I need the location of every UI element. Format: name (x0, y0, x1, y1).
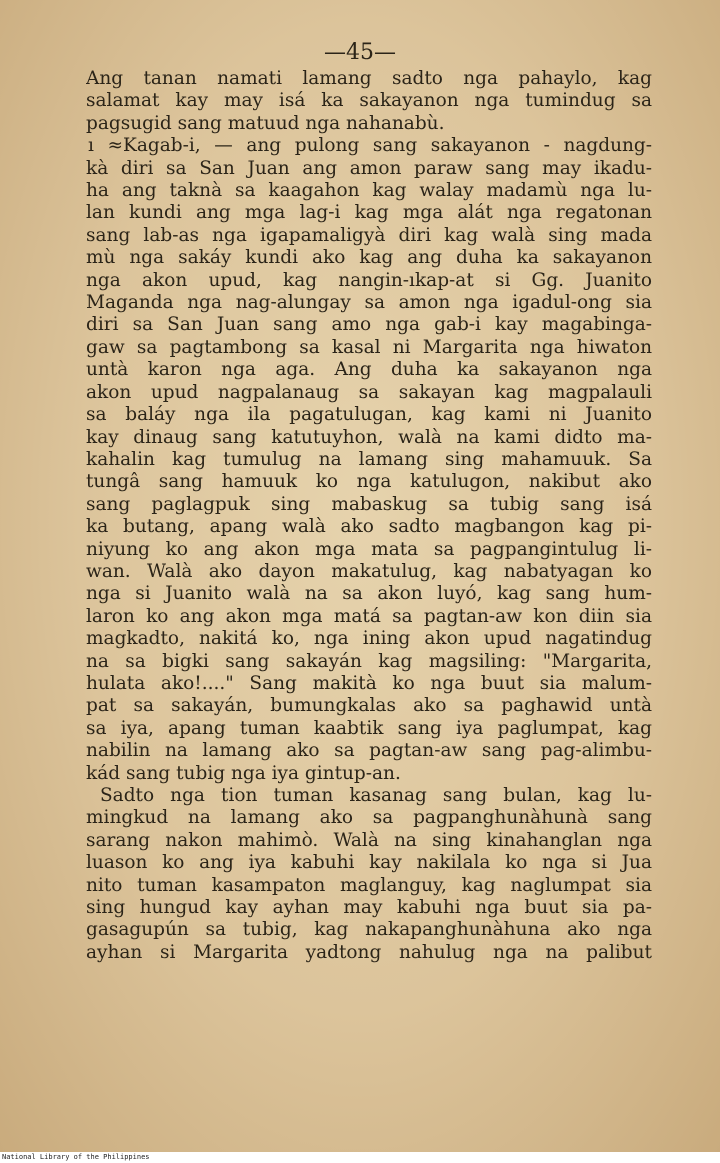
text-line: nito tuman kasampaton maglanguy, kag naglumpat sia (86, 874, 652, 896)
text-line: kà diri sa San Juan ang amon paraw sang may ikadu- (86, 157, 652, 179)
text-line: laron ko ang akon mga matá sa pagtan-aw kon diin sia (86, 605, 652, 627)
text-line: nga akon upud, kag nangin-ıkap-at si Gg. Juanito (86, 269, 652, 291)
text-line: akon upud nagpalanaug sa sakayan kag magpalauli (86, 381, 652, 403)
text-line: hulata ako!...." Sang makità ko nga buut sia malum- (86, 672, 652, 694)
text-line: sang lab-as nga igapamaligyà diri kag walà sing mada (86, 224, 652, 246)
footer-attribution: National Library of the Philippines (0, 1152, 720, 1163)
text-line: salamat kay may isá ka sakayanon nga tumindug sa (86, 90, 652, 112)
text-line: nga si Juanito walà na sa akon luyó, kag sang hum- (86, 583, 652, 605)
text-line: luason ko ang iya kabuhi kay nakilala ko nga si Jua (86, 852, 652, 874)
text-line: gaw sa pagtambong sa kasal ni Margarita nga hiwaton (86, 336, 652, 358)
text-line: kád sang tubig nga iya gintup-an. (86, 762, 401, 784)
text-line: diri sa San Juan sang amo nga gab-i kay magabinga- (86, 314, 652, 336)
text-line: Ang tanan namati lamang sadto nga pahaylo, kag (86, 68, 652, 89)
text-line: kay dinaug sang katutuyhon, walà na kami didto ma- (86, 426, 652, 448)
text-line: pagsugid sang matuud nga nahanabù. (86, 112, 445, 134)
text-line: sarang nakon mahimò. Walà na sing kinahanglan nga (86, 829, 652, 851)
text-line: Sadto nga tion tuman kasanag sang bulan, kag lu- (100, 785, 652, 806)
text-line: niyung ko ang akon mga mata sa pagpangintulug li- (86, 538, 652, 560)
text-line: wan. Walà ako dayon makatulug, kag nabatyagan ko (86, 560, 652, 582)
text-line: ı ≈Kagab-i, — ang pulong sang sakayanon - nagdung- (88, 135, 652, 157)
text-line: nabilin na lamang ako sa pagtan-aw sang pag-alimbu- (86, 740, 652, 762)
text-line: tungâ sang hamuuk ko nga katulugon, nakibut ako (86, 471, 652, 493)
text-line: untà karon nga aga. Ang duha ka sakayanon nga (86, 359, 652, 381)
text-line: kahalin kag tumulug na lamang sing mahamuuk. Sa (86, 448, 652, 470)
page-number: —45— (324, 40, 396, 65)
text-line: magkadto, nakitá ko, nga ining akon upud nagatindug (86, 628, 652, 650)
text-line: ha ang taknà sa kaagahon kag walay madamù nga lu- (86, 180, 652, 202)
text-line: lan kundi ang mga lag-i kag mga alát nga regatonan (86, 202, 652, 224)
text-line: sa iya, apang tuman kaabtik sang iya paglumpat, kag (86, 717, 652, 739)
text-line: sing hungud kay ayhan may kabuhi nga buut sia pa- (86, 897, 652, 919)
text-line: sang paglagpuk sing mabaskug sa tubig sang isá (86, 493, 652, 515)
text-line: na sa bigki sang sakayán kag magsiling: "Margarita, (86, 650, 652, 672)
text-line: sa baláy nga ila pagatulugan, kag kami ni Juanito (86, 404, 652, 426)
text-line: mingkud na lamang ako sa pagpanghunàhunà sang (86, 807, 652, 829)
text-line: gasagupún sa tubig, kag nakapanghunàhuna ako nga (86, 919, 652, 941)
text-line: ayhan si Margarita yadtong nahulug nga na palibut (86, 941, 652, 963)
text-line: pat sa sakayán, bumungkalas ako sa paghawid untà (86, 695, 652, 717)
text-line: Maganda nga nag-alungay sa amon nga igadul-ong sia (86, 292, 652, 314)
text-line: ka butang, apang walà ako sadto magbangon kag pi- (86, 516, 652, 538)
body-text (86, 68, 652, 964)
text-line: mù nga sakáy kundi ako kag ang duha ka sakayanon (86, 247, 652, 269)
